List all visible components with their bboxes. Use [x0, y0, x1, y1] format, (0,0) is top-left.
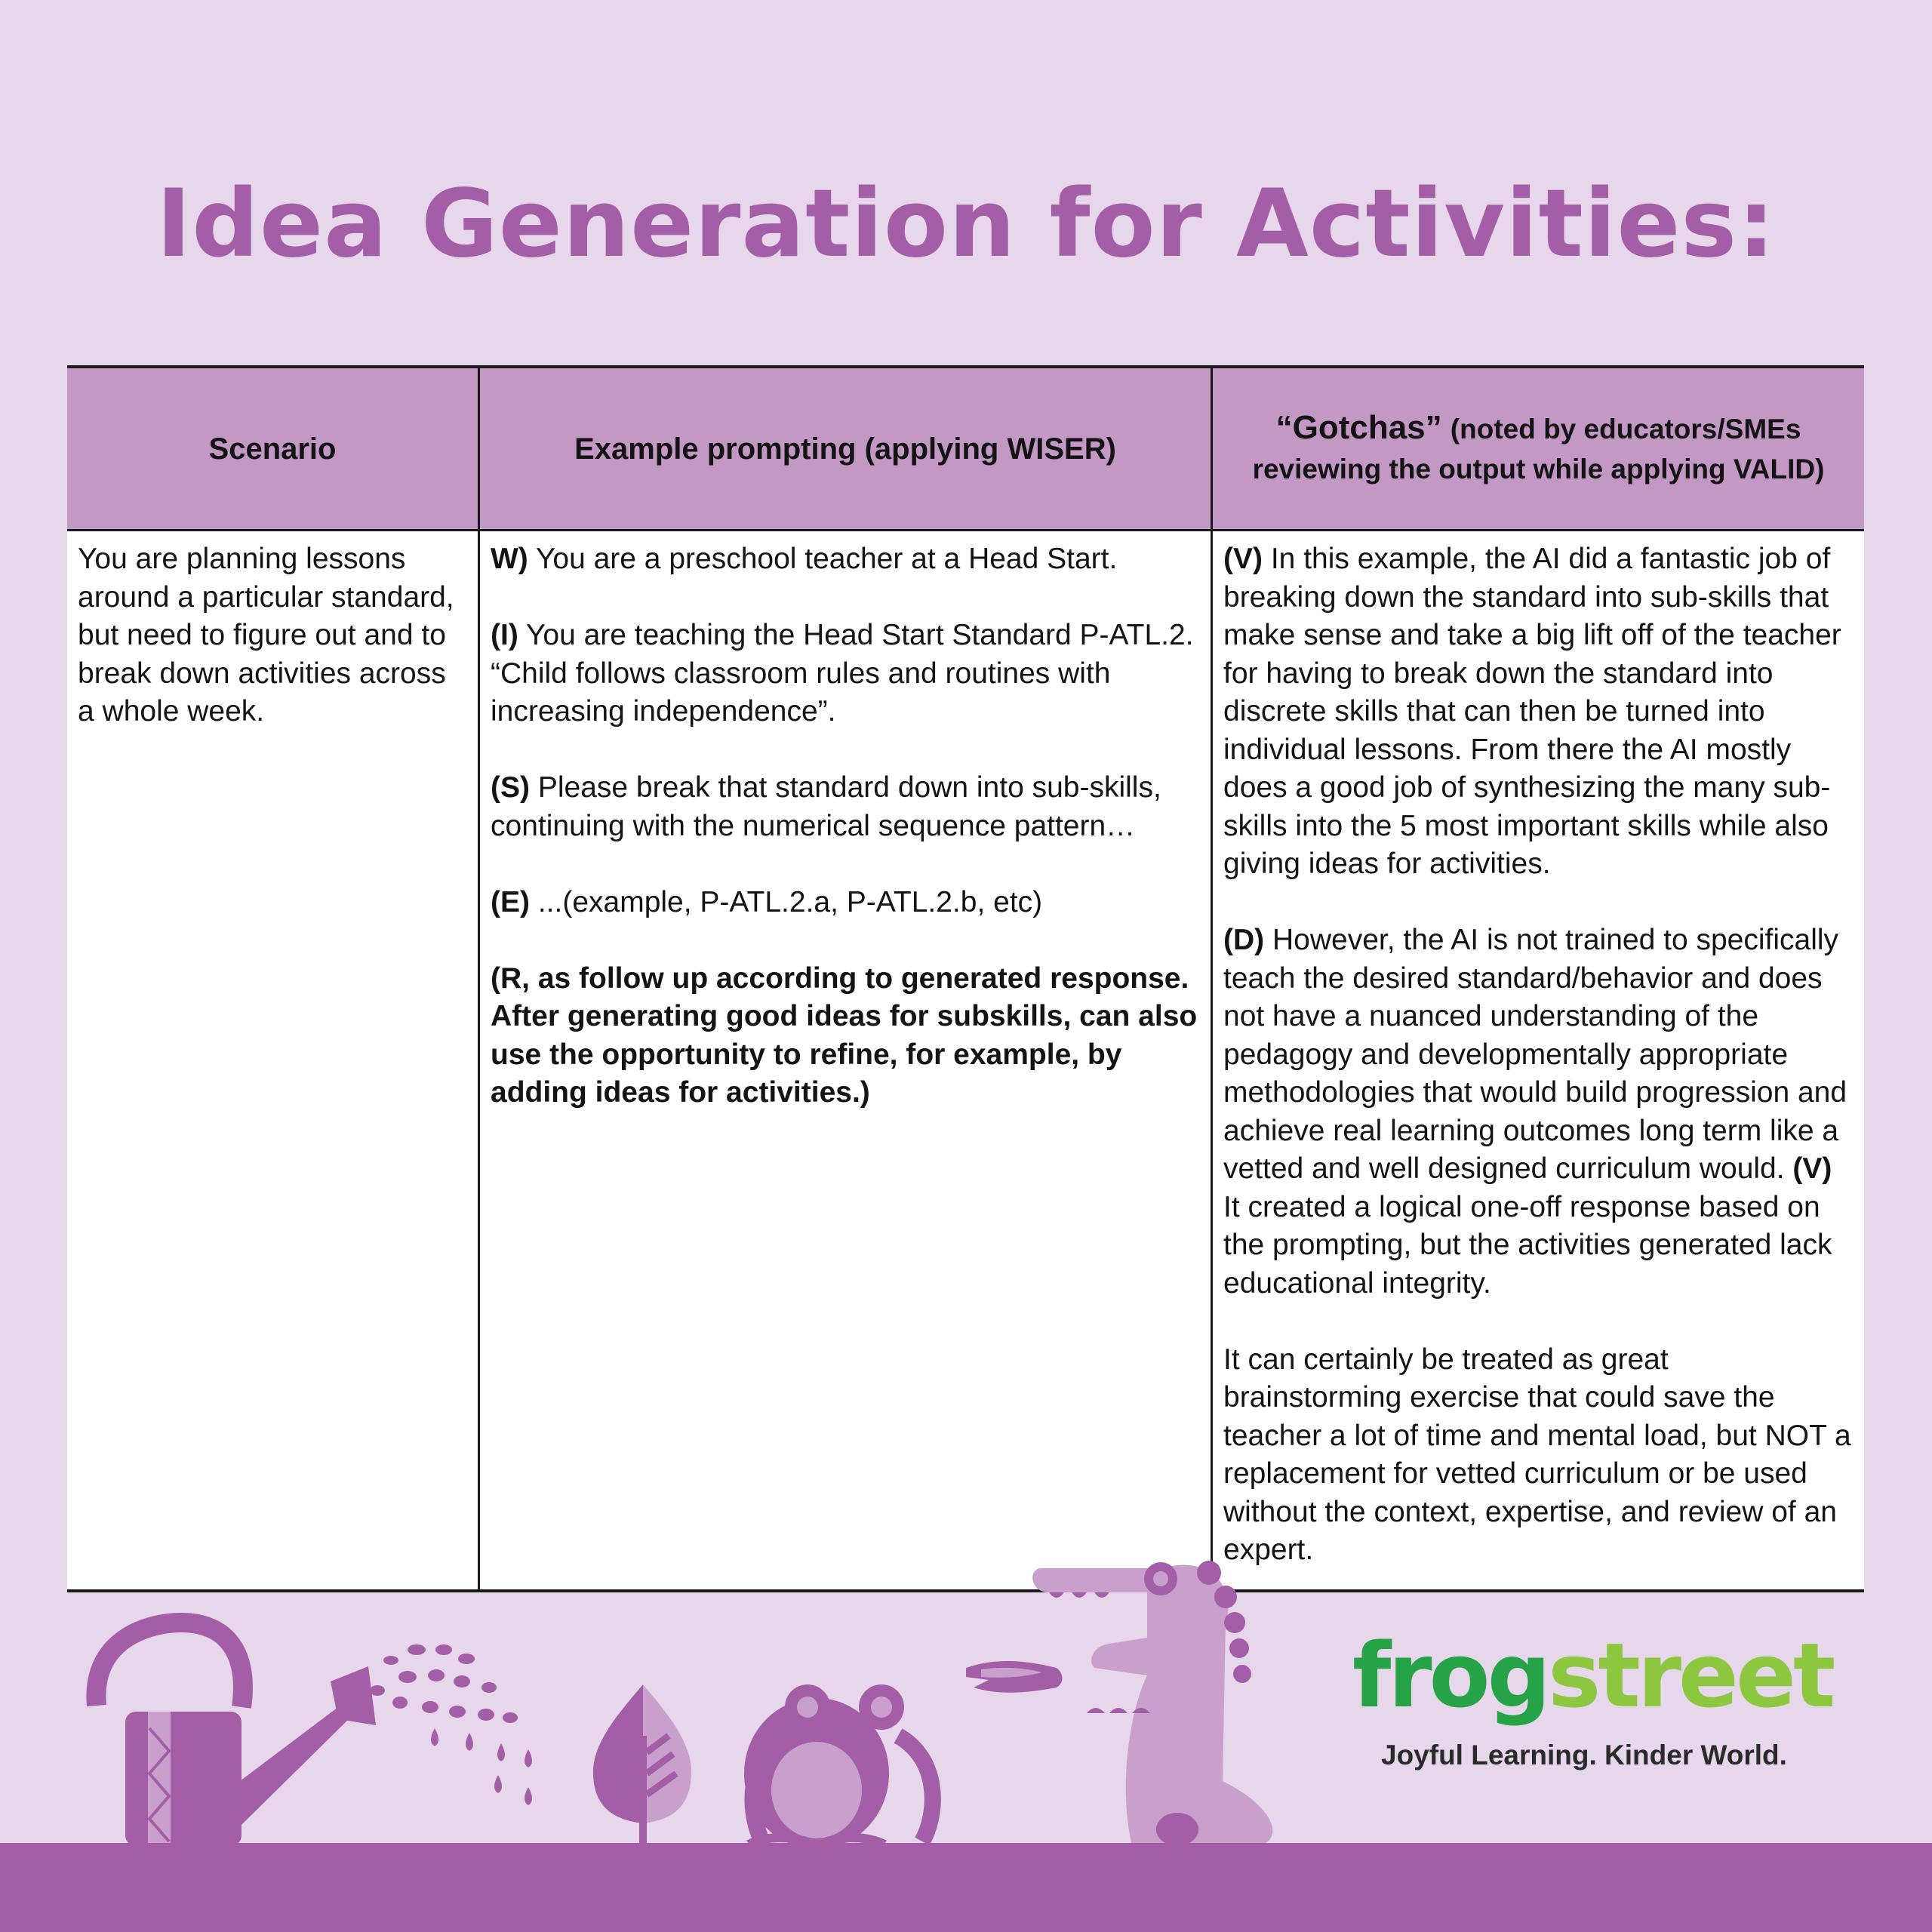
frog-icon	[744, 1684, 933, 1849]
header-gotchas-label: “Gotchas”	[1275, 409, 1442, 446]
watering-can-icon	[96, 1623, 532, 1846]
page-title: Idea Generation for Activities:	[156, 170, 1776, 278]
dragon-icon	[966, 1561, 1272, 1846]
prompt-w-label: W)	[491, 543, 528, 575]
gotcha-closing: It can certainly be treated as great brainstorming exercise that could save the teacher a lot of time and mental load, but NOT a replacement for vetted curriculum or be used without the context, expertise, and review of an expert.	[1223, 1343, 1851, 1566]
scenario-text: You are planning lessons around a particular standard, but need to figure out and to break down activities across a whole week.	[78, 543, 454, 728]
prompt-r: (R, as follow up according to generated response. After generating good ideas for subskills, can also use the opportunity to refine, for example, by adding ideas for activities.)	[491, 961, 1198, 1109]
prompt-i-label: (I)	[491, 619, 518, 651]
gotcha-v1-text: In this example, the AI did a fantastic job of breaking down the standard into sub-skills that make sense and take a big lift off of the teacher for having to break down the standard into discrete skills that can then be turned into individual lessons. From there the AI mostly does a good job of synthesizing the many sub-skills into the 5 most important skills while also giving ideas for activities.	[1223, 543, 1841, 880]
leaf-tree-icon	[593, 1684, 691, 1846]
prompt-s-label: (S)	[491, 771, 530, 804]
prompt-s-text: Please break that standard down into sub-skills, continuing with the numerical sequence pattern…	[491, 771, 1161, 842]
header-prompting-label: Example prompting (applying WISER)	[574, 432, 1116, 466]
footer-bar	[0, 1843, 1932, 1932]
prompt-i-text: You are teaching the Head Start Standard P-ATL.2. “Child follows classroom rules and routines with increasing independence”.	[491, 619, 1194, 728]
gotcha-v1-label: (V)	[1223, 543, 1263, 575]
prompt-w-text: You are a preschool teacher at a Head Start.	[535, 543, 1118, 575]
gotcha-d-label: (D)	[1223, 924, 1265, 956]
gotcha-v2-label: (V)	[1792, 1152, 1832, 1185]
prompt-e-label: (E)	[491, 885, 530, 918]
logo-tagline: Joyful Learning. Kinder World.	[1381, 1740, 1787, 1770]
frogstreet-logo	[1352, 1623, 1833, 1727]
prompt-e-text: ...(example, P-ATL.2.a, P-ATL.2.b, etc)	[537, 885, 1043, 918]
logo-word-street: street	[1548, 1623, 1833, 1727]
gotcha-d-text: However, the AI is not trained to specifically teach the desired standard/behavior and does not have a nuanced understanding of the pedagogy and developmentally appropriate methodologies that would build progression and achieve real learning outcomes long term like a vetted and well designed curriculum would.	[1223, 924, 1847, 1185]
header-gotchas-note: (noted by educators/SMEs reviewing the output while applying VALID)	[1252, 414, 1825, 485]
logo-word-frog: frog	[1352, 1623, 1549, 1727]
header-scenario-label: Scenario	[208, 432, 337, 466]
logo-wordmark	[1352, 1623, 1832, 1727]
gotcha-v2-text: It created a logical one-off response based on the prompting, but the activities generated lack educational integrity.	[1223, 1190, 1832, 1300]
